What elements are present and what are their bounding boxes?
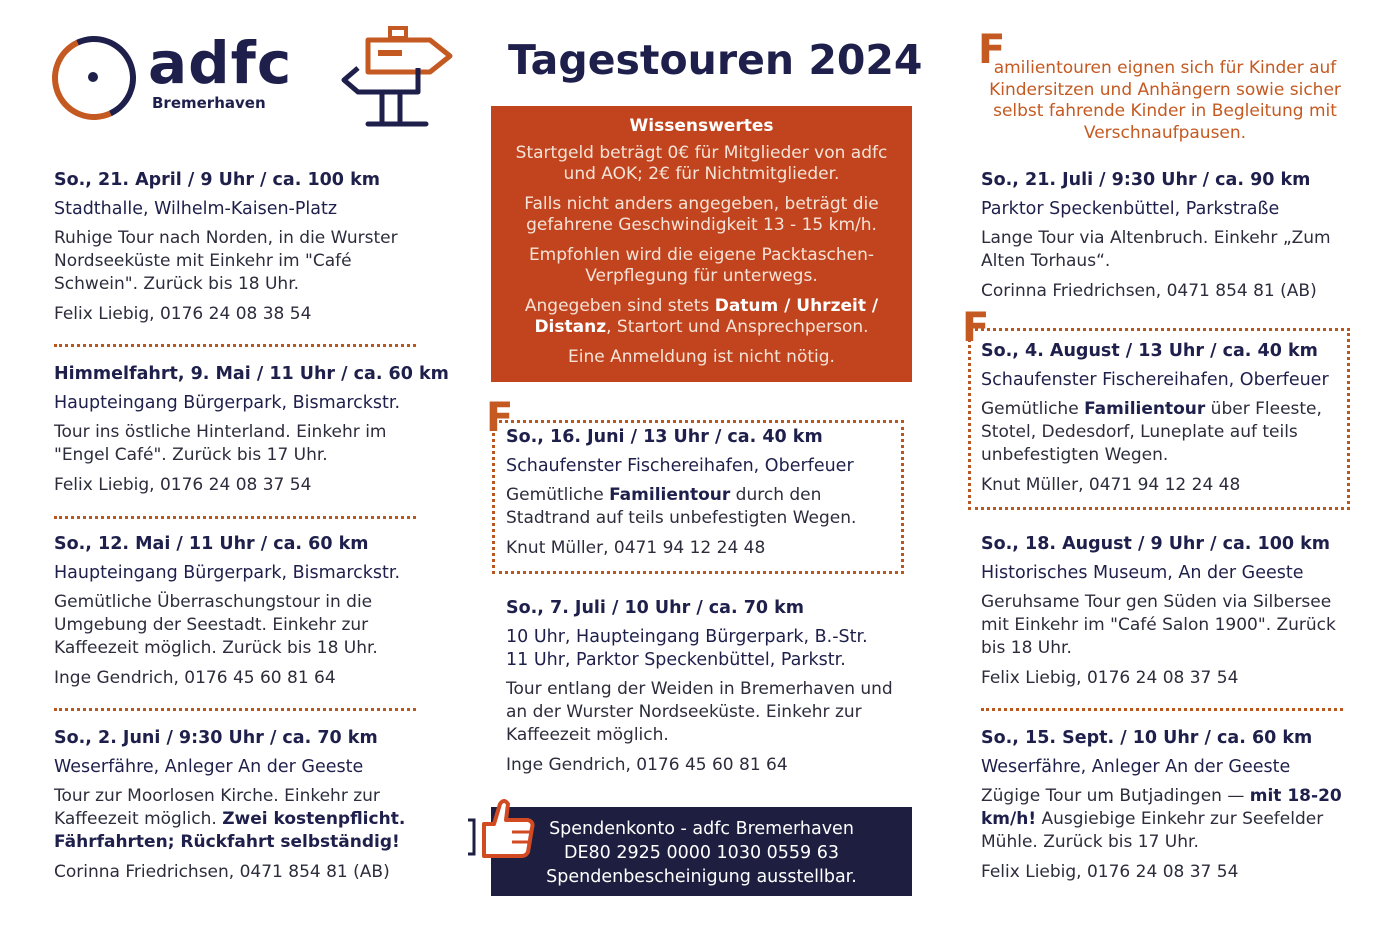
divider [981, 708, 1343, 711]
donation-title: Spendenkonto - adfc Bremerhaven [549, 819, 854, 839]
tour-start: Weserfähre, Anleger An der Geeste [54, 757, 364, 777]
info-fee: Startgeld beträgt 0€ für Mitglieder von adfc und AOK; 2€ für Nichtmitglieder. [515, 143, 888, 184]
tour-start: Haupteingang Bürgerpark, Bismarckstr. [54, 393, 401, 413]
divider [54, 516, 416, 519]
tour-description: Gemütliche Familientour durch den Stadtrand auf teils unbefestigten Wegen. [506, 485, 857, 528]
tour-date: So., 4. August / 13 Uhr / ca. 40 km [981, 341, 1318, 361]
tour-description: Gemütliche Überraschungstour in die Umgebung der Seestadt. Einkehr zur Kaffeezeit möglich. Zurück bis 18 Uhr. [54, 592, 378, 658]
tour-card [506, 425, 886, 560]
tour-contact: Corinna Friedrichsen, 0471 854 81 (AB) [981, 281, 1317, 301]
family-marker-letter: F [962, 305, 990, 351]
info-registration: Eine Anmeldung ist nicht nötig. [568, 347, 835, 367]
info-heading: Wissenswertes [629, 116, 774, 136]
tour-description: Geruhsame Tour gen Süden via Silbersee mit Einkehr im "Café Salon 1900". Zurück bis 18 Uhr. [981, 592, 1336, 658]
tour-start: Weserfähre, Anleger An der Geeste [981, 757, 1291, 777]
family-note: amilientouren eignen sich für Kinder auf Kindersitzen und Anhängern sowie sicher selbst fahrende Kinder in Begleitung mit Verschnaufpausen. [989, 58, 1341, 143]
tour-card [981, 339, 1343, 497]
divider [54, 344, 416, 347]
tour-start: Schaufenster Fischereihafen, Oberfeuer [506, 456, 854, 476]
tour-contact: Knut Müller, 0471 94 12 24 48 [981, 475, 1241, 495]
family-marker-letter: F [486, 395, 514, 441]
tour-card [981, 168, 1361, 303]
tour-contact: Inge Gendrich, 0176 45 60 81 64 [506, 755, 788, 775]
tour-card [54, 726, 434, 884]
logo-dot [88, 72, 98, 82]
tour-description: Tour ins östliche Hinterland. Einkehr im "Engel Café". Zurück bis 17 Uhr. [54, 422, 387, 465]
tour-contact: Felix Liebig, 0176 24 08 37 54 [981, 668, 1239, 688]
tour-date: So., 21. April / 9 Uhr / ca. 100 km [54, 170, 380, 190]
tour-card [506, 596, 901, 777]
signpost-icon [338, 22, 458, 132]
tour-description: Zügige Tour um Butjadingen — mit 18-20 km/h! Ausgiebige Einkehr zur Seefelder Mühle. Zurück bis 17 Uhr. [981, 786, 1342, 852]
tour-card [54, 168, 434, 326]
tour-date: So., 21. Juli / 9:30 Uhr / ca. 90 km [981, 170, 1311, 190]
tour-start: Historisches Museum, An der Geeste [981, 563, 1304, 583]
tour-date: So., 2. Juni / 9:30 Uhr / ca. 70 km [54, 728, 378, 748]
divider [54, 708, 416, 711]
tour-card [981, 532, 1341, 690]
donation-note: Spendenbescheinigung ausstellbar. [546, 867, 857, 887]
tour-card [54, 532, 434, 690]
tour-contact: Felix Liebig, 0176 24 08 38 54 [54, 304, 312, 324]
thumbs-up-icon [466, 796, 536, 862]
tour-description: Tour zur Moorlosen Kirche. Einkehr zur Kaffeezeit möglich. Zwei kostenpflicht. Fährfahrten; Rückfahrt selbständig! [54, 786, 406, 852]
tour-description: Ruhige Tour nach Norden, in die Wurster Nordseeküste mit Einkehr im "Café Schwein". Zurück bis 18 Uhr. [54, 228, 398, 294]
tour-card [981, 726, 1343, 884]
tour-contact: Felix Liebig, 0176 24 08 37 54 [54, 475, 312, 495]
tour-start-alt: 11 Uhr, Parktor Speckenbüttel, Parkstr. [506, 650, 846, 670]
tour-contact: Knut Müller, 0471 94 12 24 48 [506, 538, 766, 558]
page-title: Tagestouren 2024 [508, 36, 923, 84]
tour-card [54, 362, 449, 497]
tour-date: So., 16. Juni / 13 Uhr / ca. 40 km [506, 427, 823, 447]
tour-description: Tour entlang der Weiden in Bremerhaven und an der Wurster Nordseeküste. Einkehr zur Kaffeezeit möglich. [506, 679, 893, 745]
donation-iban: DE80 2925 0000 1030 0559 63 [563, 843, 840, 863]
tour-description: Gemütliche Familientour über Fleeste, Stotel, Dedesdorf, Luneplate auf teils unbefestigten Wegen. [981, 399, 1322, 465]
tour-start: Parktor Speckenbüttel, Parkstraße [981, 199, 1280, 219]
donation-box [491, 807, 912, 896]
logo-subtitle: Bremerhaven [152, 94, 266, 112]
tour-start: 10 Uhr, Haupteingang Bürgerpark, B.-Str. [506, 627, 868, 647]
tour-date: So., 15. Sept. / 10 Uhr / ca. 60 km [981, 728, 1313, 748]
info-legend: Angegeben sind stets Datum / Uhrzeit / Distanz, Startort und Ansprechperson. [524, 296, 879, 337]
logo-wordmark: adfc [148, 29, 293, 97]
tour-start: Haupteingang Bürgerpark, Bismarckstr. [54, 563, 401, 583]
family-marker-letter: F [978, 27, 1006, 73]
tour-date: So., 18. August / 9 Uhr / ca. 100 km [981, 534, 1331, 554]
info-food: Empfohlen wird die eigene Packtaschen-Verpflegung für unterwegs. [528, 245, 875, 286]
tour-contact: Corinna Friedrichsen, 0471 854 81 (AB) [54, 862, 390, 882]
tour-date: So., 12. Mai / 11 Uhr / ca. 60 km [54, 534, 369, 554]
tour-contact: Felix Liebig, 0176 24 08 37 54 [981, 862, 1239, 882]
tour-start: Stadthalle, Wilhelm-Kaisen-Platz [54, 199, 338, 219]
tour-date: Himmelfahrt, 9. Mai / 11 Uhr / ca. 60 km [54, 364, 449, 384]
tour-contact: Inge Gendrich, 0176 45 60 81 64 [54, 668, 336, 688]
info-box [491, 106, 912, 382]
info-speed: Falls nicht anders angegeben, beträgt die gefahrene Geschwindigkeit 13 - 15 km/h. [524, 194, 879, 235]
tour-date: So., 7. Juli / 10 Uhr / ca. 70 km [506, 598, 805, 618]
tour-description: Lange Tour via Altenbruch. Einkehr „Zum Alten Torhaus“. [981, 228, 1331, 271]
tour-start: Schaufenster Fischereihafen, Oberfeuer [981, 370, 1329, 390]
